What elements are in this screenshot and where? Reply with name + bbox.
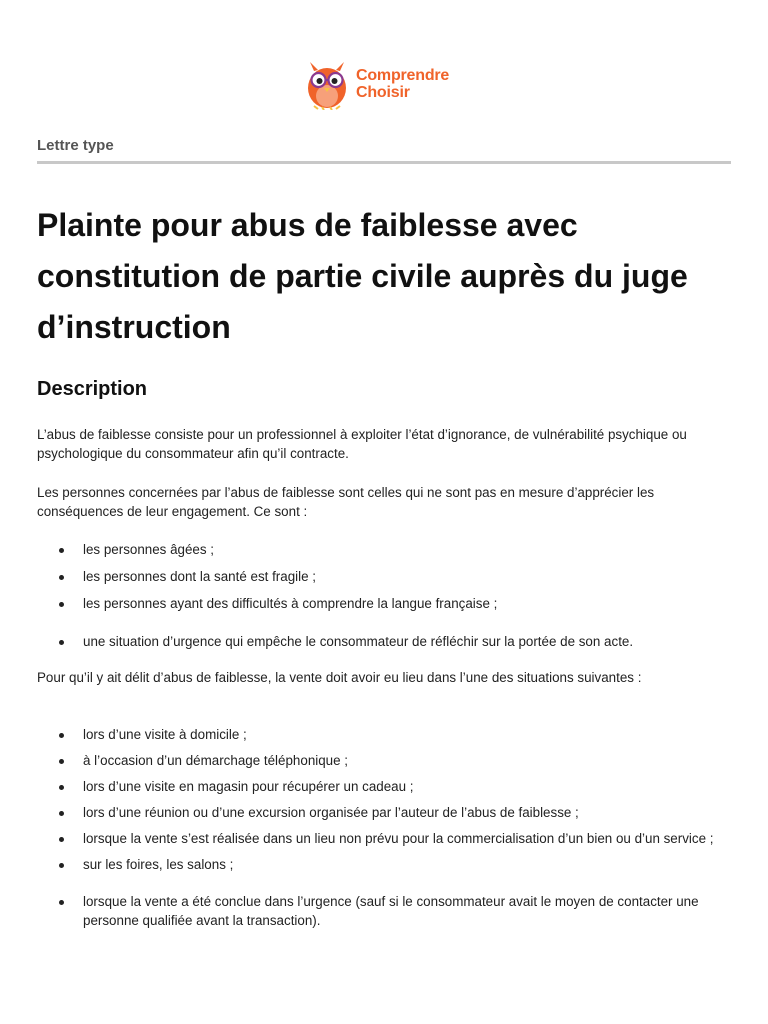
list-item: lorsque la vente s’est réalisée dans un lieu non prévu pour la commercialisation d’un bien ou d’un service ; <box>57 829 733 848</box>
paragraph-concerned-people: Les personnes concernées par l’abus de faiblesse sont celles qui ne sont pas en mesure d’apprécier les conséquences de leur engagement. Ce sont : <box>37 485 655 519</box>
list-item: lorsque la vente a été conclue dans l’urgence (sauf si le consommateur avait le moyen de contacter une personne qualifiée avant la transaction). <box>57 892 733 930</box>
list-item: les personnes âgées ; <box>57 540 733 559</box>
list-item: les personnes ayant des difficultés à comprendre la langue française ; <box>57 594 733 613</box>
brand-line-1: Comprendre <box>356 67 450 84</box>
document-title: Plainte pour abus de faiblesse avec constitution de partie civile auprès du juge d’instruction <box>37 207 688 345</box>
list-item: lors d’une réunion ou d’une excursion organisée par l’auteur de l’abus de faiblesse ; <box>57 803 733 822</box>
list-item: les personnes dont la santé est fragile ; <box>57 567 733 586</box>
brand-name <box>356 67 449 101</box>
list-item: une situation d’urgence qui empêche le consommateur de réfléchir sur la portée de son acte. <box>57 632 733 651</box>
concerned-people-list <box>57 540 733 651</box>
list-item: sur les foires, les salons ; <box>57 855 733 874</box>
paragraph-definition: L’abus de faiblesse consiste pour un professionnel à exploiter l’état d’ignorance, de vulnérabilité psychique ou psychologique du consommateur afin qu’il contracte. <box>37 427 687 461</box>
document-category: Lettre type <box>37 137 114 154</box>
list-item: lors d’une visite à domicile ; <box>57 725 733 744</box>
situations-list <box>57 725 733 930</box>
paragraph-situations: Pour qu’il y ait délit d’abus de faiblesse, la vente doit avoir eu lieu dans l’une des situations suivantes : <box>37 670 642 685</box>
brand-line-2: Choisir <box>356 84 410 101</box>
owl-logo-icon <box>304 58 350 110</box>
list-item: lors d’une visite en magasin pour récupérer un cadeau ; <box>57 777 733 796</box>
section-heading-description: Description <box>37 378 148 400</box>
list-item: à l’occasion d’un démarchage téléphonique ; <box>57 751 733 770</box>
brand-logo[interactable] <box>304 58 449 110</box>
header-divider <box>37 161 731 164</box>
